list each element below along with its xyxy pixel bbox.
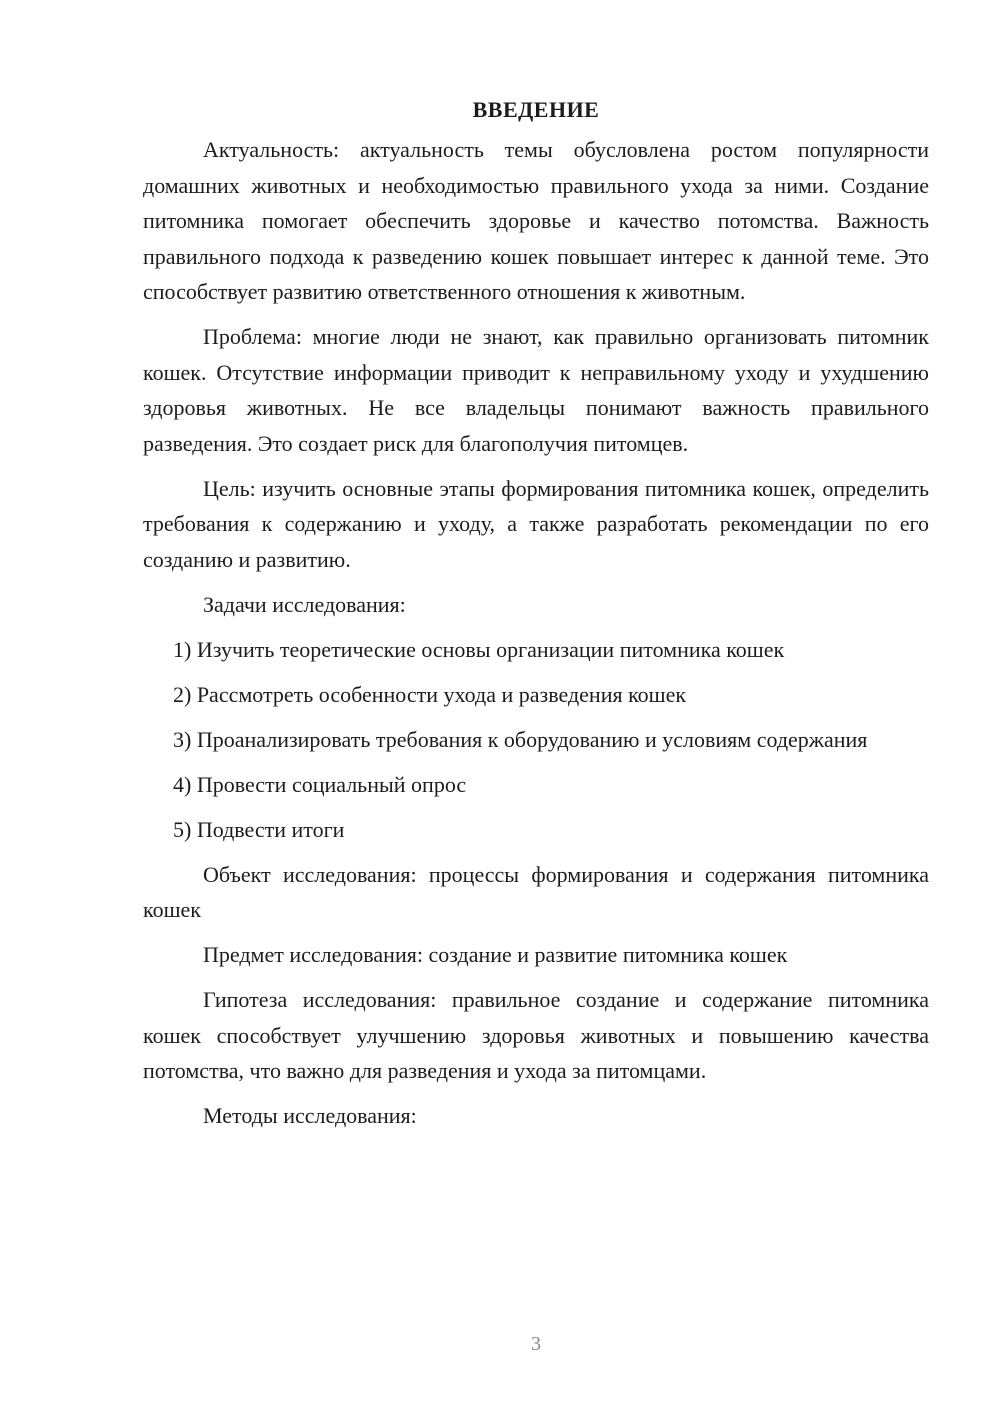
paragraph-subject: Предмет исследования: создание и развитие питомника кошек <box>203 942 788 967</box>
paragraph-object: Объект исследования: процессы формирования и содержания питомника кошек <box>143 861 929 922</box>
paragraph-problem: Проблема: многие люди не знают, как правильно организовать питомник кошек. Отсутствие информации приводит к неправильному уходу и ухудшению здоровья животных. Не все владельцы понимают важность правильного разведения. Это создает риск для благополучия питомцев. <box>143 324 929 456</box>
task-item: 2) Рассмотреть особенности ухода и разведения кошек <box>173 681 687 707</box>
page-number: 3 <box>531 1333 541 1355</box>
section-heading: ВВЕДЕНИЕ <box>472 97 600 122</box>
task-item: 1) Изучить теоретические основы организации питомника кошек <box>173 636 785 662</box>
paragraph-hypothesis: Гипотеза исследования: правильное создание и содержание питомника кошек способствует улучшению здоровья животных и повышению качества потомства, что важно для разведения и ухода за питомцами. <box>143 987 929 1083</box>
paragraph-tasks-intro: Задачи исследования: <box>203 591 406 617</box>
task-item: 3) Проанализировать требования к оборудованию и условиям содержания <box>173 726 868 752</box>
paragraph-relevance: Актуальность: актуальность темы обусловлена ростом популярности домашних животных и необходимостью правильного ухода за ними. Создание питомника помогает обеспечить здоровье и качество потомства. Важность правильного подхода к разведению кошек повышает интерес к данной теме. Это способствует развитию ответственного отношения к животным. <box>143 137 929 304</box>
task-item: 4) Провести социальный опрос <box>173 771 467 797</box>
paragraph-goal: Цель: изучить основные этапы формирования питомника кошек, определить требования к содержанию и уходу, а также разработать рекомендации по его созданию и развитию. <box>143 475 929 572</box>
paragraph-methods: Методы исследования: <box>203 1103 417 1128</box>
task-item: 5) Подвести итоги <box>173 816 345 842</box>
document-body <box>143 92 929 1143</box>
